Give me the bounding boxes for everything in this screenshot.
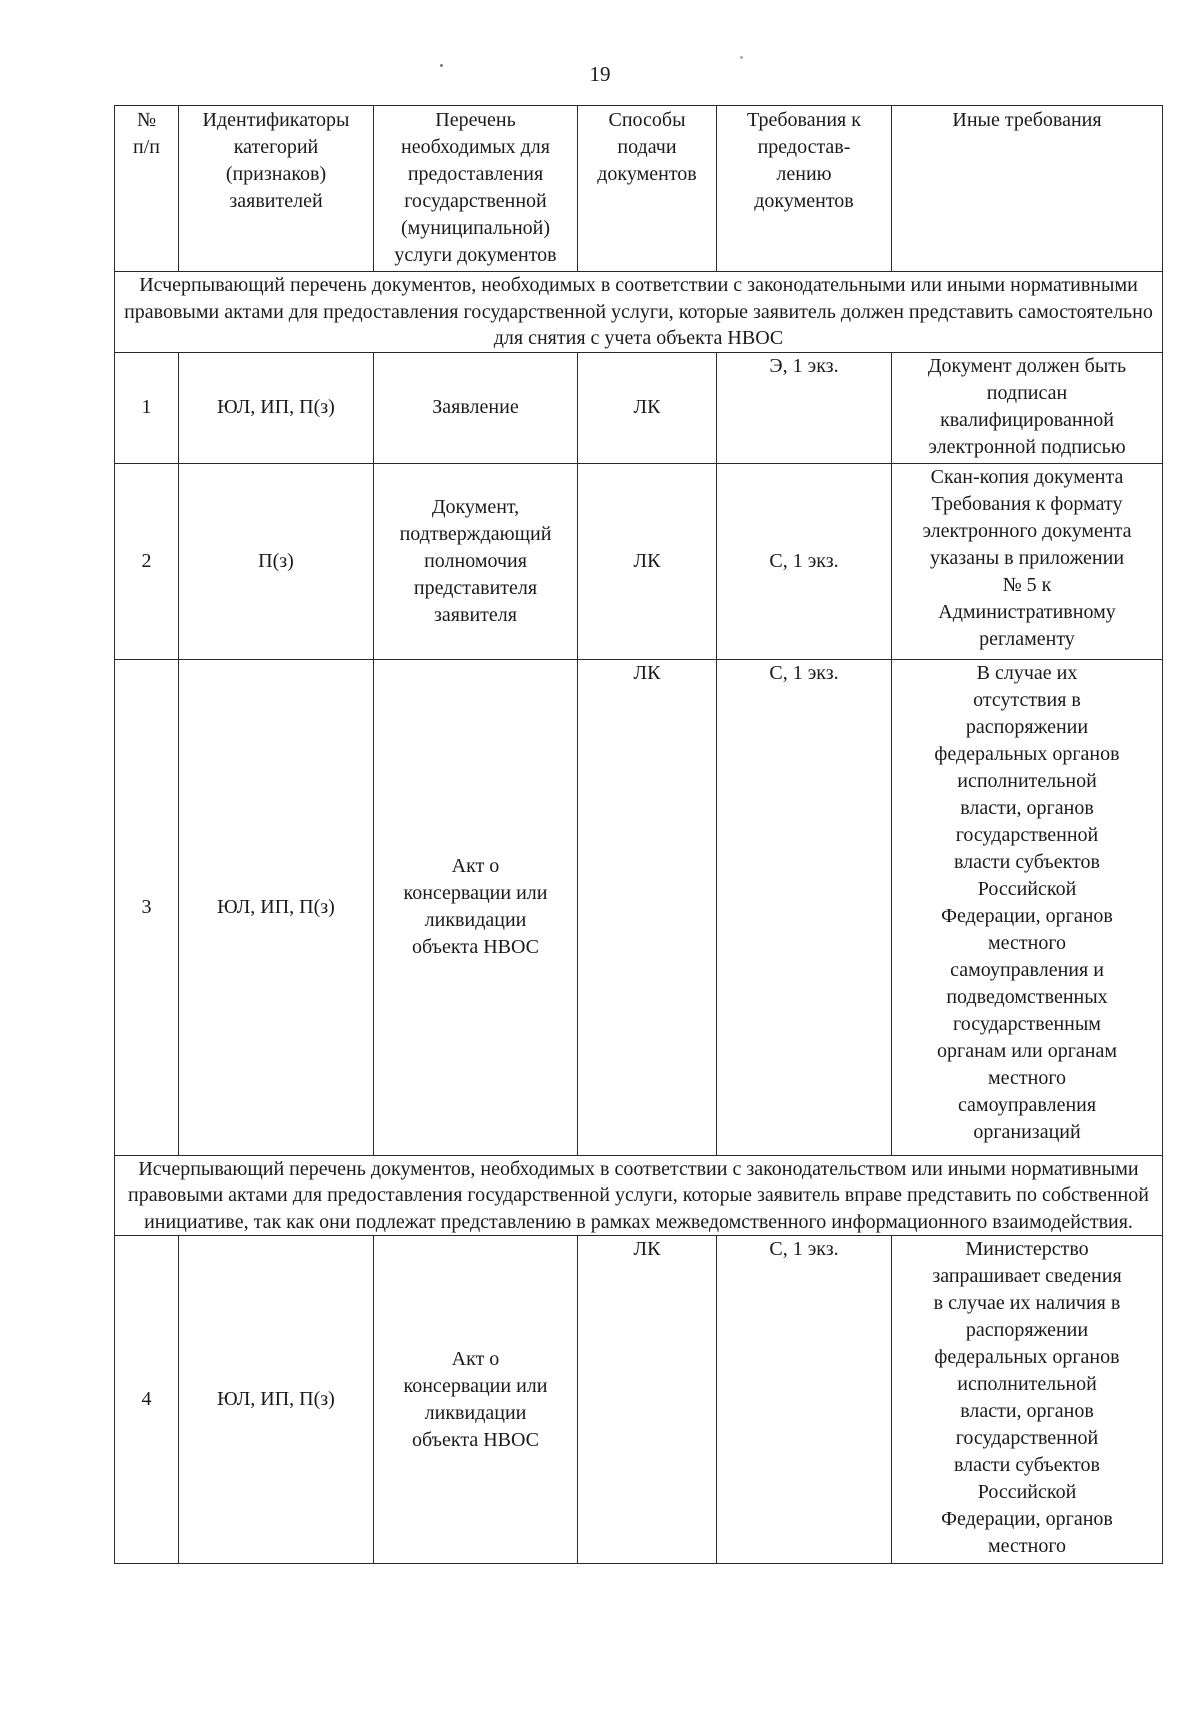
cell-applicants: ЮЛ, ИП, П(з): [179, 659, 374, 1155]
header-applicant-categories: Идентификаторы категорий (признаков) заявителей: [179, 106, 374, 272]
cell-number: 2: [115, 463, 179, 659]
cell-number: 1: [115, 352, 179, 463]
cell-method: ЛК: [578, 352, 717, 463]
header-other-requirements: Иные требования: [892, 106, 1163, 272]
table-row: [115, 1236, 1163, 1564]
header-documents-list: Перечень необходимых для предоставления государственной (муниципальной) услуги документов: [374, 106, 578, 272]
cell-requirements: Э, 1 экз.: [717, 352, 892, 463]
table-row: [115, 352, 1163, 463]
cell-document: Заявление: [374, 352, 578, 463]
cell-applicants: П(з): [179, 463, 374, 659]
page-number: 19: [589, 62, 611, 86]
scan-speck: [740, 56, 743, 59]
cell-document: Документ, подтверждающий полномочия представителя заявителя: [374, 463, 578, 659]
table-row: [115, 659, 1163, 1155]
section-heading-optional: Исчерпывающий перечень документов, необходимых в соответствии с законодательством или иными нормативными правовыми актами для предоставления государственной услуги, которые заявитель вправе представить по собственной инициативе, так как они подлежат представлению в рамках межведомственного информационного взаимодействия.: [115, 1155, 1163, 1236]
section-heading-row: [115, 1155, 1163, 1236]
cell-requirements: С, 1 экз.: [717, 1236, 892, 1564]
header-submission-requirements: Требования к предостав- лению документов: [717, 106, 892, 272]
cell-method: ЛК: [578, 1236, 717, 1564]
header-row: [115, 106, 1163, 272]
section-heading-mandatory: Исчерпывающий перечень документов, необходимых в соответствии с законодательными или иными нормативными правовыми актами для предоставления государственной услуги, которые заявитель должен представить самостоятельно для снятия с учета объекта НВОС: [115, 272, 1163, 353]
cell-other: Скан-копия документа Требования к формату электронного документа указаны в приложении № 5 к Административному регламенту: [892, 463, 1163, 659]
cell-applicants: ЮЛ, ИП, П(з): [179, 352, 374, 463]
header-submission-methods: Способы подачи документов: [578, 106, 717, 272]
cell-other: Документ должен быть подписан квалифицированной электронной подписью: [892, 352, 1163, 463]
cell-number: 4: [115, 1236, 179, 1564]
scan-speck: [440, 64, 443, 67]
cell-other: Министерство запрашивает сведения в случае их наличия в распоряжении федеральных органов исполнительной власти, органов государственной власти субъектов Российской Федерации, органов местного: [892, 1236, 1163, 1564]
documents-table: [114, 105, 1163, 1564]
cell-requirements: С, 1 экз.: [717, 463, 892, 659]
cell-document: Акт о консервации или ликвидации объекта НВОС: [374, 659, 578, 1155]
section-heading-row: [115, 272, 1163, 353]
cell-applicants: ЮЛ, ИП, П(з): [179, 1236, 374, 1564]
cell-document: Акт о консервации или ликвидации объекта НВОС: [374, 1236, 578, 1564]
cell-number: 3: [115, 659, 179, 1155]
header-number: № п/п: [115, 106, 179, 272]
cell-requirements: С, 1 экз.: [717, 659, 892, 1155]
cell-method: ЛК: [578, 659, 717, 1155]
table-row: [115, 463, 1163, 659]
cell-other: В случае их отсутствия в распоряжении федеральных органов исполнительной власти, органов государственной власти субъектов Российской Федерации, органов местного самоуправления и подведомственных государственным органам или органам местного самоуправления организаций: [892, 659, 1163, 1155]
cell-method: ЛК: [578, 463, 717, 659]
